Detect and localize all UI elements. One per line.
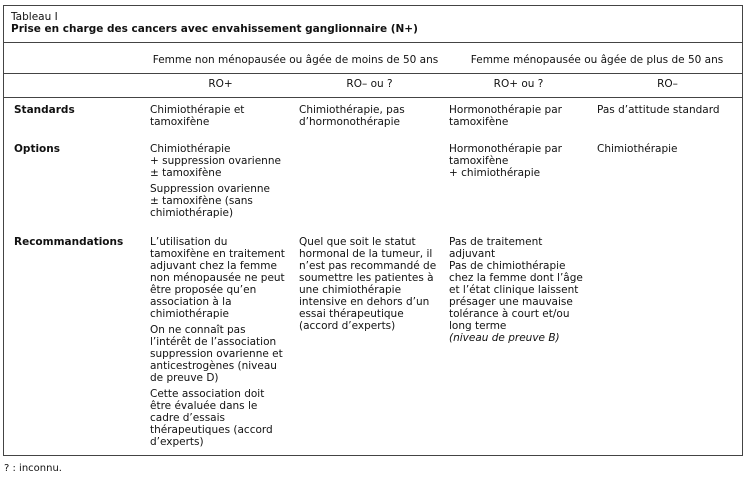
cell-line: Hormonothérapie par tamoxifène (449, 143, 562, 167)
row-label-options: Options (14, 143, 60, 155)
cell-standards-4 (597, 104, 739, 120)
row-label-recommandations: Recommandations (14, 236, 124, 248)
cell-recommandations-1 (150, 236, 288, 452)
cell-line: Chimiothérapie (597, 143, 678, 155)
evidence-level-note: (niveau de preuve B) (449, 332, 560, 344)
rule-under-title (4, 42, 742, 43)
cell-line: Suppression ovarienne (150, 183, 271, 195)
table-frame (3, 5, 743, 456)
cell-line: + chimiothérapie (449, 167, 541, 179)
cell-text: Chimiothérapie et tamoxifène (150, 104, 245, 128)
group-header-postmenopausal: Femme ménopausée ou âgée de plus de 50 ans (470, 54, 724, 66)
cell-options-4 (597, 143, 739, 155)
cell-standards-2 (299, 104, 437, 132)
cell-paragraph: Quel que soit le statut hormonal de la tumeur, il n’est pas recommandé de soumettre les patientes à une chimiothérapie intensive en dehors d’un essai thérapeutique (accord d’experts) (299, 236, 437, 332)
cell-recommandations-2 (299, 236, 437, 336)
sub-header-ro-plus: RO+ (208, 78, 233, 90)
cell-options-3 (449, 143, 587, 179)
cell-paragraph: Pas de traitement adjuvant (449, 236, 543, 260)
sub-header-ro-plus-unknown: RO+ ou ? (493, 78, 544, 90)
cell-line: ± tamoxifène (sans chimiothérapie) (150, 195, 253, 219)
rule-under-sub-headers (4, 97, 742, 98)
table-title: Prise en charge des cancers avec envahissement ganglionnaire (N+) (11, 23, 418, 35)
cell-text: Chimiothérapie, pas d’hormonothérapie (299, 104, 405, 128)
cell-text: Pas d’attitude standard (597, 104, 720, 116)
cell-line: Chimiothérapie (150, 143, 231, 155)
cell-line: ± tamoxifène (150, 167, 222, 179)
rule-under-group-headers (4, 73, 742, 74)
table-caption (11, 11, 711, 35)
sub-header-ro-minus-unknown: RO– ou ? (346, 78, 393, 90)
cell-paragraph: Cette association doit être évaluée dans le cadre d’essais thérapeutiques (accord d’experts) (150, 388, 273, 448)
row-label-standards: Standards (14, 104, 75, 116)
group-header-premenopausal: Femme non ménopausée ou âgée de moins de 50 ans (152, 54, 439, 66)
cell-options-1 (150, 143, 288, 219)
cell-standards-3 (449, 104, 587, 132)
table-label: Tableau I (11, 11, 58, 23)
cell-paragraph: Pas de chimiothérapie chez la femme dont l’âge et l’état clinique laissent présager une mauvaise tolérance à court et/ou long terme (449, 260, 583, 332)
cell-line: + suppression ovarienne (150, 155, 281, 167)
cell-text: Hormonothérapie par tamoxifène (449, 104, 562, 128)
cell-standards-1 (150, 104, 288, 132)
cell-paragraph: On ne connaît pas l’intérêt de l’association suppression ovarienne et anticestrogènes (niveau de preuve D) (150, 324, 283, 384)
cell-paragraph: L’utilisation du tamoxifène en traitement adjuvant chez la femme non ménopausée ne peut être proposée qu’en association à la chimiothérapie (150, 236, 285, 320)
table-footnote: ? : inconnu. (4, 463, 62, 474)
sub-header-ro-minus: RO– (657, 78, 678, 90)
cell-recommandations-3 (449, 236, 587, 348)
